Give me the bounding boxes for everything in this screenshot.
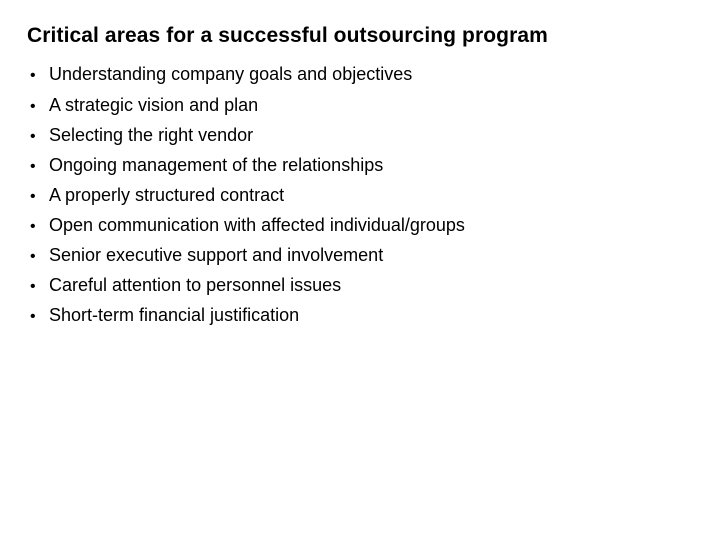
- bullet-icon: •: [30, 217, 36, 235]
- bullet-icon: •: [30, 127, 36, 145]
- list-item-text: Selecting the right vendor: [49, 124, 254, 145]
- list-item: [30, 305, 465, 335]
- list-item-text: A properly structured contract: [49, 184, 285, 205]
- list-item-text: A strategic vision and plan: [49, 94, 259, 115]
- bullet-icon: •: [30, 157, 36, 175]
- list-item: [30, 95, 465, 125]
- list-item-text: Open communication with affected individual/groups: [49, 214, 465, 235]
- list-item: [30, 64, 465, 95]
- list-item-text: Short-term financial justification: [49, 305, 300, 326]
- list-item-text: Careful attention to personnel issues: [49, 275, 342, 296]
- list-item: [30, 185, 465, 215]
- list-item: [30, 275, 465, 305]
- bullet-icon: •: [30, 278, 36, 296]
- list-item-text: Senior executive support and involvement: [49, 244, 384, 265]
- bullet-list: [30, 64, 465, 335]
- bullet-icon: •: [30, 97, 36, 115]
- list-item-text: Understanding company goals and objectives: [49, 64, 413, 84]
- list-item: [30, 245, 465, 275]
- bullet-icon: •: [30, 67, 36, 84]
- list-item: [30, 155, 465, 185]
- list-item-text: Ongoing management of the relationships: [49, 154, 384, 175]
- list-item: [30, 125, 465, 155]
- bullet-icon: •: [30, 187, 36, 205]
- list-item: [30, 215, 465, 245]
- bullet-icon: •: [30, 308, 36, 326]
- bullet-icon: •: [30, 247, 36, 265]
- slide-title: Critical areas for a successful outsourcing program: [27, 24, 548, 47]
